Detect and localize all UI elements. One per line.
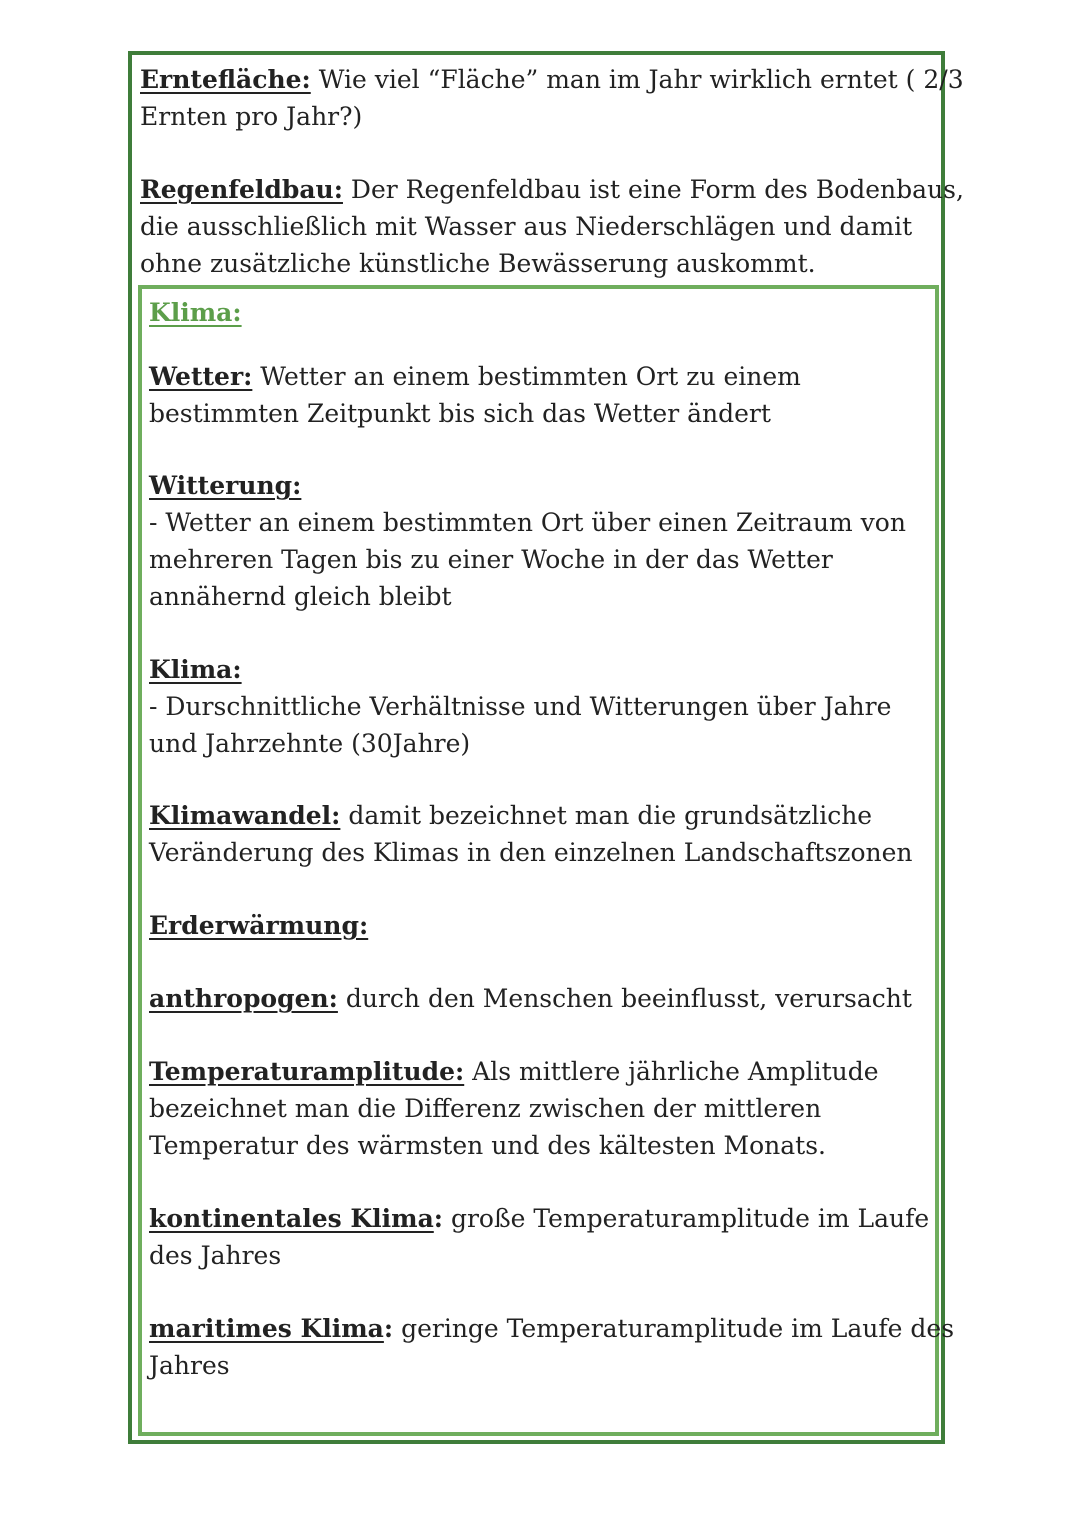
definition-text: Wie viel “Fläche” man im Jahr wirklich erntet ( 2/3	[310, 65, 964, 94]
term-regenfeldbau: Regenfeldbau:	[140, 175, 343, 204]
entry-kontinentales-klima	[149, 1200, 929, 1274]
entry-witterung	[149, 467, 906, 615]
definition-text: mehreren Tagen bis zu einer Woche in der das Wetter	[149, 545, 833, 574]
term-anthropogen: anthropogen:	[149, 984, 338, 1013]
entry-klima	[149, 651, 891, 762]
definition-text: - Wetter an einem bestimmten Ort über einen Zeitraum von	[149, 508, 906, 537]
definition-text: Ernten pro Jahr?)	[140, 102, 363, 131]
definition-text: große Temperaturamplitude im Laufe	[443, 1204, 930, 1233]
entry-klimawandel	[149, 797, 913, 871]
klima-section-heading	[149, 294, 242, 331]
definition-text: Als mittlere jährliche Amplitude	[464, 1057, 879, 1086]
definition-text: des Jahres	[149, 1241, 282, 1270]
term-kontinentales-klima: kontinentales Klima	[149, 1204, 434, 1233]
definition-text: bestimmten Zeitpunkt bis sich das Wetter ändert	[149, 399, 771, 428]
definition-text: Veränderung des Klimas in den einzelnen Landschaftszonen	[149, 838, 913, 867]
entry-maritimes-klima	[149, 1310, 954, 1384]
definition-text: Wetter an einem bestimmten Ort zu einem	[252, 362, 801, 391]
section-title: Klima:	[149, 298, 242, 327]
definition-text: durch den Menschen beeinflusst, verursacht	[337, 984, 912, 1013]
term-colon: :	[383, 1314, 394, 1343]
entry-regenfeldbau	[140, 171, 964, 282]
definition-text: Temperatur des wärmsten und des kältesten Monats.	[149, 1131, 827, 1160]
entry-temperaturamplitude	[149, 1053, 879, 1164]
definition-text: Der Regenfeldbau ist eine Form des Bodenbaus,	[342, 175, 964, 204]
term-wetter: Wetter:	[149, 362, 253, 391]
entry-erntflaeche	[140, 61, 964, 135]
definition-text: annähernd gleich bleibt	[149, 582, 452, 611]
term-erntflaeche: Erntefläche:	[140, 65, 311, 94]
definition-text: die ausschließlich mit Wasser aus Niederschlägen und damit	[140, 212, 913, 241]
definition-text: ohne zusätzliche künstliche Bewässerung auskommt.	[140, 249, 816, 278]
entry-anthropogen	[149, 980, 912, 1017]
term-witterung: Witterung:	[149, 471, 302, 500]
definition-text: geringe Temperaturamplitude im Laufe des	[393, 1314, 955, 1343]
definition-text: bezeichnet man die Differenz zwischen der mittleren	[149, 1094, 822, 1123]
term-temperaturamplitude: Temperaturamplitude:	[149, 1057, 465, 1086]
term-klimawandel: Klimawandel:	[149, 801, 341, 830]
term-maritimes-klima: maritimes Klima	[149, 1314, 384, 1343]
definition-text: - Durschnittliche Verhältnisse und Witterungen über Jahre	[149, 692, 892, 721]
entry-wetter	[149, 358, 801, 432]
definition-text: damit bezeichnet man die grundsätzliche	[340, 801, 873, 830]
entry-erderwaermung	[149, 907, 368, 944]
term-klima: Klima:	[149, 655, 242, 684]
definition-text: Jahres	[149, 1351, 230, 1380]
term-erderwaermung: Erderwärmung:	[149, 911, 369, 940]
term-colon: :	[433, 1204, 444, 1233]
definition-text: und Jahrzehnte (30Jahre)	[149, 729, 471, 758]
